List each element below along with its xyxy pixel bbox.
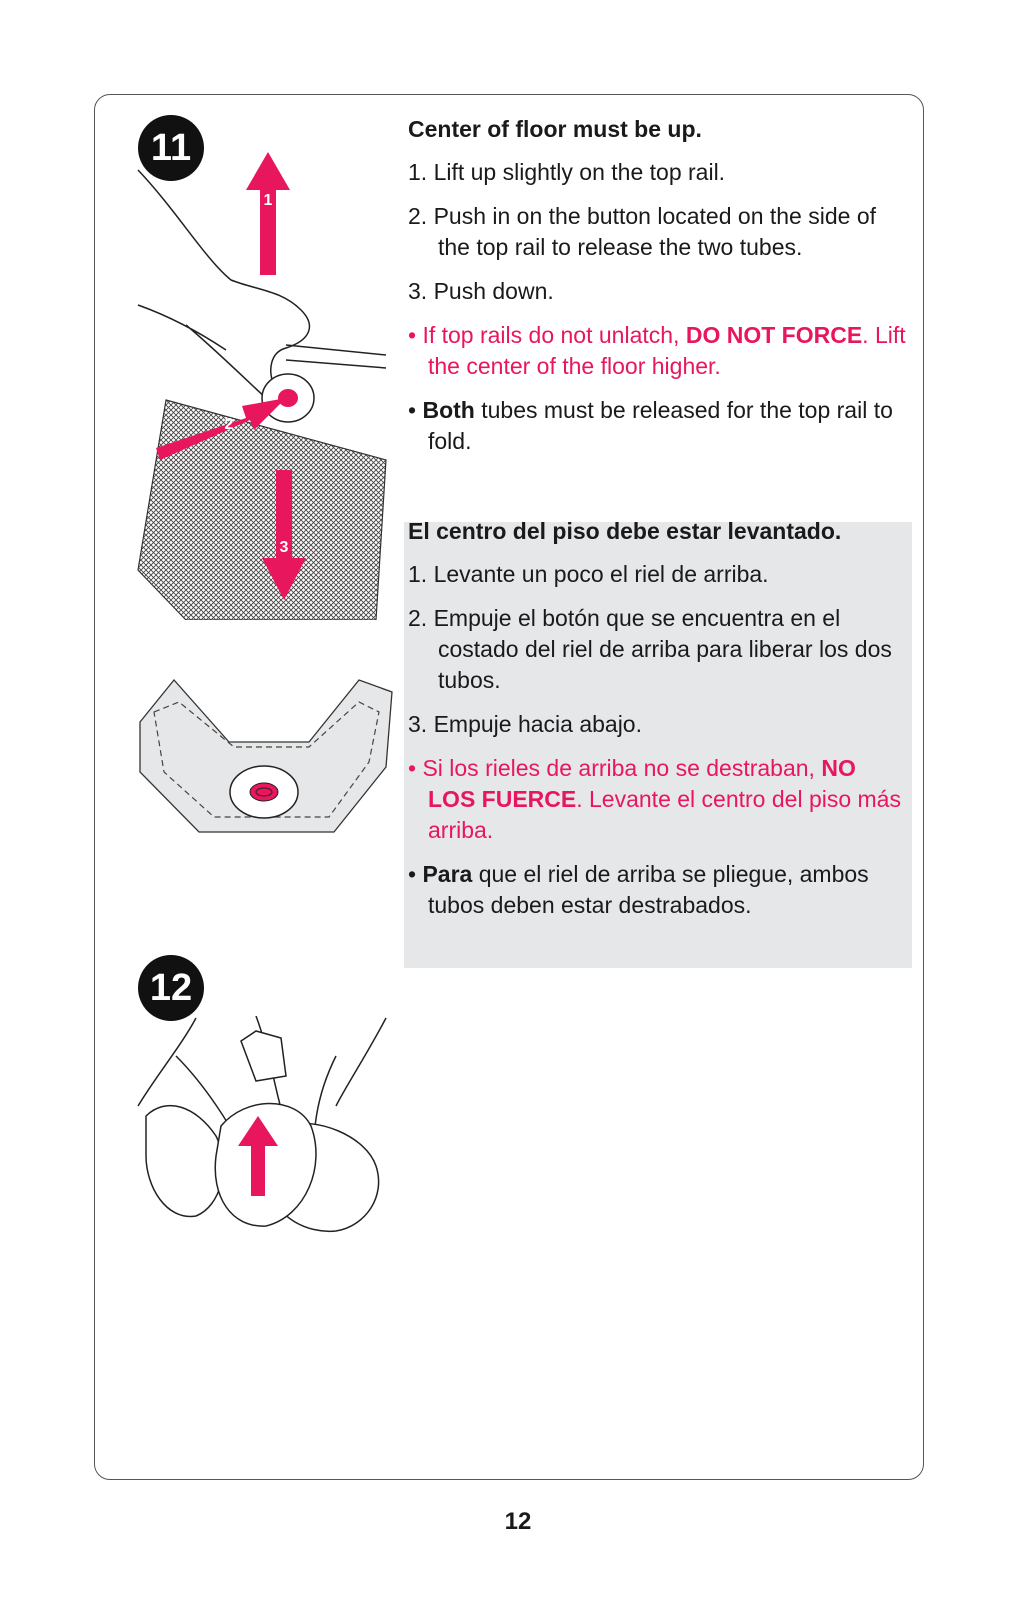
arrow-1-up	[246, 152, 290, 275]
arrow-label-1: 1	[263, 192, 273, 209]
step-11-english	[408, 114, 908, 470]
step-es-2: 2. Empuje el botón que se encuentra en el costado del riel de arriba para liberar los dos tubos.	[408, 605, 892, 693]
step-12-badge: 12	[138, 955, 204, 1021]
heading-es: El centro del piso debe estar levantado.	[408, 518, 842, 544]
step-es-3: 3. Empuje hacia abajo.	[408, 711, 642, 737]
step-11-spanish	[408, 516, 908, 934]
step-en-3: 3. Push down.	[408, 278, 554, 304]
warning-es: • Si los rieles de arriba no se destraban, NO LOS FUERCE. Levante el centro del piso más arriba.	[408, 755, 901, 843]
step-12-illustration	[136, 1016, 392, 1236]
arrow-label-3: 3	[279, 539, 289, 556]
top-rail-diagram	[134, 672, 394, 842]
note-en: • Both tubes must be released for the top rail to fold.	[408, 397, 893, 454]
step-11-badge: 11	[138, 115, 204, 181]
hand-outline	[138, 170, 309, 400]
step-en-2: 2. Push in on the button located on the side of the top rail to release the two tubes.	[408, 203, 877, 260]
step-11-illustration	[136, 140, 396, 620]
step-en-1: 1. Lift up slightly on the top rail.	[408, 159, 726, 185]
note-es: • Para que el riel de arriba se pliegue, ambos tubos deben estar destrabados.	[408, 861, 869, 918]
arrow-label-2: 2	[224, 416, 234, 433]
heading-en: Center of floor must be up.	[408, 116, 702, 142]
top-rail	[286, 345, 386, 368]
mesh-floor	[138, 400, 386, 620]
step-es-1: 1. Levante un poco el riel de arriba.	[408, 561, 769, 587]
page-number: 12	[504, 1508, 532, 1535]
warning-en: • If top rails do not unlatch, DO NOT FORCE. Lift the center of the floor higher.	[408, 322, 906, 379]
